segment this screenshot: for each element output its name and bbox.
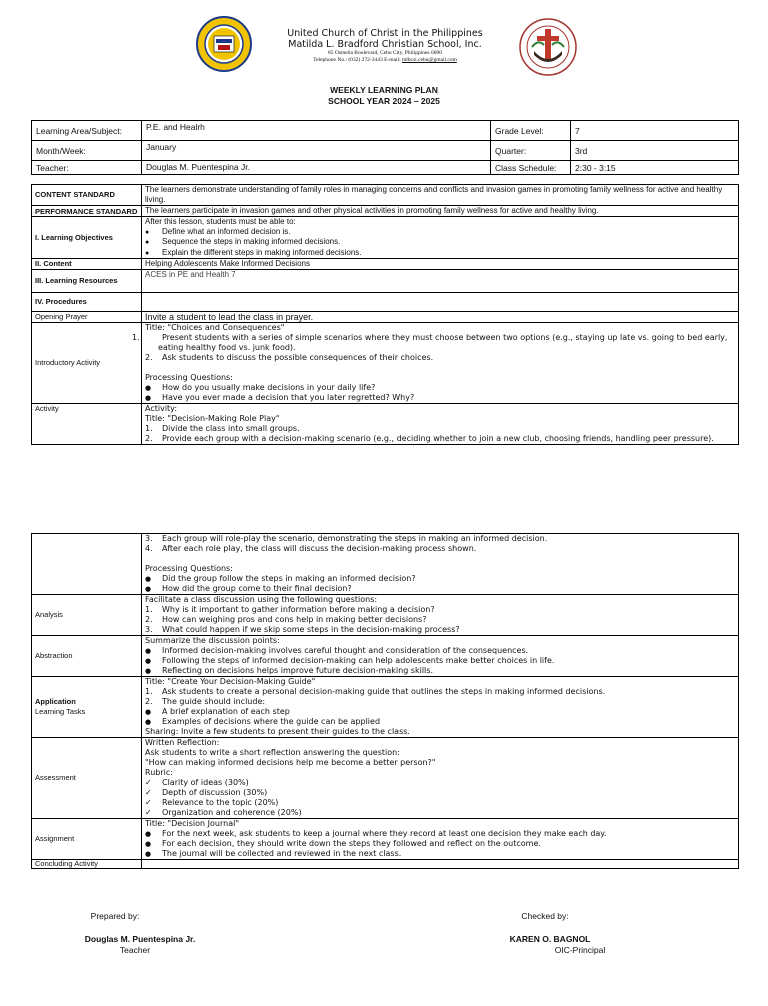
grade-label: Grade Level: (491, 121, 571, 141)
analysis-label: Analysis (32, 595, 142, 636)
table-row (32, 185, 739, 206)
content-text: Helping Adolescents Make Informed Decisions (142, 259, 739, 270)
abstraction-label: Abstraction (32, 636, 142, 677)
list-item: ● Explain the different steps in making informed decisions. (145, 248, 735, 259)
concluding-cell (142, 860, 739, 869)
list-item: ● Following the steps of informed decision-making can help adolescents make better choices in life. (145, 656, 735, 666)
table-row (32, 312, 739, 323)
list-item: ● Examples of decisions where the guide can be applied (145, 717, 735, 727)
analysis-cell (142, 595, 739, 636)
list-item: 1. Why is it important to gather information before making a decision? (145, 605, 435, 614)
church-seal-logo (518, 17, 578, 77)
teacher-value: Douglas M. Puentespina Jr. (142, 161, 491, 175)
procedures-label: IV. Procedures (32, 293, 142, 312)
intro-label: Introductory Activity (32, 323, 142, 404)
school-header (260, 28, 510, 64)
month-label: Month/Week: (32, 141, 142, 161)
assignment-cell (142, 819, 739, 860)
activity-title: Title: "Decision-Making Role Play" (145, 414, 280, 423)
table-row (32, 206, 739, 217)
list-item: 2. How can weighing pros and cons help in making better decisions? (145, 615, 427, 624)
table-row (32, 534, 739, 595)
schedule-label: Class Schedule: (491, 161, 571, 175)
quarter-label: Quarter: (491, 141, 571, 161)
application-label: Application (35, 697, 76, 706)
prepared-by-label: Prepared by: (90, 911, 140, 921)
list-item: 2. Provide each group with a decision-making scenario (e.g., deciding whether to join a new club, choosing friends, handling peer pressure). (145, 434, 714, 443)
procedures-empty (142, 293, 739, 312)
table-row (32, 270, 739, 293)
table-row (32, 738, 739, 819)
subject-value: P.E. and Healrh (142, 121, 491, 141)
objectives-label: I. Learning Objectives (32, 217, 142, 259)
list-item: ✓ Organization and coherence (20%) (145, 808, 735, 818)
grade-value: 7 (571, 121, 739, 141)
list-item: 4. After each role play, the class will discuss the decision-making process shown. (145, 544, 477, 553)
content-standard-label: CONTENT STANDARD (32, 185, 142, 206)
analysis-intro: Facilitate a class discussion using the following questions: (145, 595, 378, 604)
list-item: 2. Ask students to discuss the possible consequences of their choices. (145, 353, 434, 362)
list-item: 1. Ask students to create a personal decision-making guide that outlines the steps in making informed decisions. (145, 687, 606, 696)
subject-label: Learning Area/Subject: (32, 121, 142, 141)
prayer-text: Invite a student to lead the class in prayer. (142, 312, 739, 323)
list-item: 3. What could happen if we skip some steps in the decision-making process? (145, 625, 460, 634)
title-line2: SCHOOL YEAR 2024 – 2025 (328, 96, 440, 106)
list-item: ● Define what an informed decision is. (145, 227, 735, 238)
table-row (32, 404, 739, 445)
list-item: ● For the next week, ask students to keep a journal where they record at least one decision they make each day. (145, 829, 735, 839)
activity-label: Activity (32, 404, 142, 445)
intro-pq-label: Processing Questions: (145, 373, 233, 382)
list-item: ● Reflecting on decisions helps improve future decision-making skills. (145, 666, 735, 676)
list-item: ● How do you usually make decisions in your daily life? (145, 383, 735, 393)
prayer-label: Opening Prayer (32, 312, 142, 323)
list-item: ✓ Depth of discussion (30%) (145, 788, 735, 798)
prepared-by-name: Douglas M. Puentespina Jr. (84, 934, 196, 944)
table-row (32, 595, 739, 636)
performance-standard-text: The learners participate in invasion games and other physical activities in promoting family wellness for active and healthy living. (142, 206, 739, 217)
list-item: ✓ Relevance to the topic (20%) (145, 798, 735, 808)
table-row (32, 121, 739, 141)
month-value: January (142, 141, 491, 161)
plan-table-page2 (31, 533, 739, 869)
table-row (32, 323, 739, 404)
resources-label: III. Learning Resources (32, 270, 142, 293)
table-row (32, 677, 739, 738)
table-row (32, 293, 739, 312)
activity-cell-part2 (142, 534, 739, 595)
list-item: ● How did the group come to their final decision? (145, 584, 735, 594)
content-standard-text: The learners demonstrate understanding of family roles in managing concerns and conflicts and invasion games in promoting family wellness for active and healthy living. (142, 185, 739, 206)
table-row (32, 819, 739, 860)
email-link[interactable]: mlbcsi.cebu@gmail.com (401, 57, 457, 63)
school-seal-logo (194, 15, 254, 73)
checked-by-role: OIC-Principal (554, 945, 606, 955)
intro-cell (132, 323, 739, 404)
content-label: II. Content (32, 259, 142, 270)
list-item: ● A brief explanation of each step (145, 707, 735, 717)
application-title: Title: "Create Your Decision-Making Guide" (145, 677, 316, 686)
table-row (32, 860, 739, 869)
info-table (31, 120, 739, 175)
schedule-value: 2:30 - 3:15 (571, 161, 739, 175)
document-title (0, 85, 768, 107)
activity-cell-part1 (142, 404, 739, 445)
objectives-cell (142, 217, 739, 259)
prepared-by-role: Teacher (119, 945, 151, 955)
table-row (32, 259, 739, 270)
list-item: ● For each decision, they should write down the steps they followed and reflect on the outcome. (145, 839, 735, 849)
intro-title: Title: "Choices and Consequences" (145, 323, 285, 332)
school-address: 85 Osmeña Boulevard, Cebu City, Philippines 6000 (328, 50, 442, 56)
list-item: ✓ Clarity of ideas (30%) (145, 778, 735, 788)
table-row (32, 141, 739, 161)
list-item: ● Did the group follow the steps in making an informed decision? (145, 574, 735, 584)
quarter-value: 3rd (571, 141, 739, 161)
objectives-intro: After this lesson, students must be able to: (145, 217, 296, 226)
table-row (32, 217, 739, 259)
assessment-label: Assessment (32, 738, 142, 819)
list-item: ● Have you ever made a decision that you later regretted? Why? (145, 393, 735, 403)
school-name: Matilda L. Bradford Christian School, Inc. (288, 39, 482, 50)
list-item: 1. Present students with a series of simple scenarios where they must choose between two options (e.g., staying up late vs. going to bed early, eating healthy food vs. junk food). (132, 333, 728, 352)
assignment-title: Title: "Decision Journal" (145, 819, 240, 828)
list-item: ● Informed decision-making involves careful thought and consideration of the consequences. (145, 646, 735, 656)
list-item: ● The journal will be collected and reviewed in the next class. (145, 849, 735, 859)
activity-pq-label: Processing Questions: (145, 564, 233, 573)
assessment-cell (142, 738, 739, 819)
checked-by-name: KAREN O. BAGNOL (509, 934, 591, 944)
list-item: 2. The guide should include: (145, 697, 266, 706)
concluding-label: Concluding Activity (32, 860, 142, 869)
rubric-label: Rubric: (145, 768, 173, 777)
list-item: ● Sequence the steps in making informed decisions. (145, 237, 735, 248)
application-cell (142, 677, 739, 738)
application-sub: Learning Tasks (35, 707, 86, 716)
assignment-label: Assignment (32, 819, 142, 860)
school-contact (260, 57, 510, 64)
resources-text: ACES in PE and Health 7 (142, 270, 739, 293)
abstraction-cell (142, 636, 739, 677)
teacher-label: Teacher: (32, 161, 142, 175)
application-sharing: Sharing: Invite a few students to present their guides to the class. (145, 727, 410, 736)
assessment-intro: Ask students to write a short reflection answering the question: (145, 748, 400, 757)
telephone: Telephone No.: (032) 272-3443 E-mail: (313, 57, 401, 63)
application-label-cell (32, 677, 142, 738)
performance-standard-label: PERFORMANCE STANDARD (32, 206, 142, 217)
assessment-question: "How can making informed decisions help me become a better person?" (145, 758, 436, 767)
assessment-head: Written Reflection: (145, 738, 220, 747)
abstraction-intro: Summarize the discussion points: (145, 636, 280, 645)
list-item: 1. Divide the class into small groups. (145, 424, 300, 433)
checked-by-label: Checked by: (521, 911, 569, 921)
activity-head: Activity: (145, 404, 178, 413)
org-name: United Church of Christ in the Philippines (287, 28, 483, 39)
activity-continued-label (32, 534, 142, 595)
table-row (32, 636, 739, 677)
list-item: 3. Each group will role-play the scenario, demonstrating the steps in making an informed decision. (145, 534, 548, 543)
title-line1: WEEKLY LEARNING PLAN (330, 85, 438, 95)
table-row (32, 161, 739, 175)
plan-table-page1 (31, 184, 739, 445)
